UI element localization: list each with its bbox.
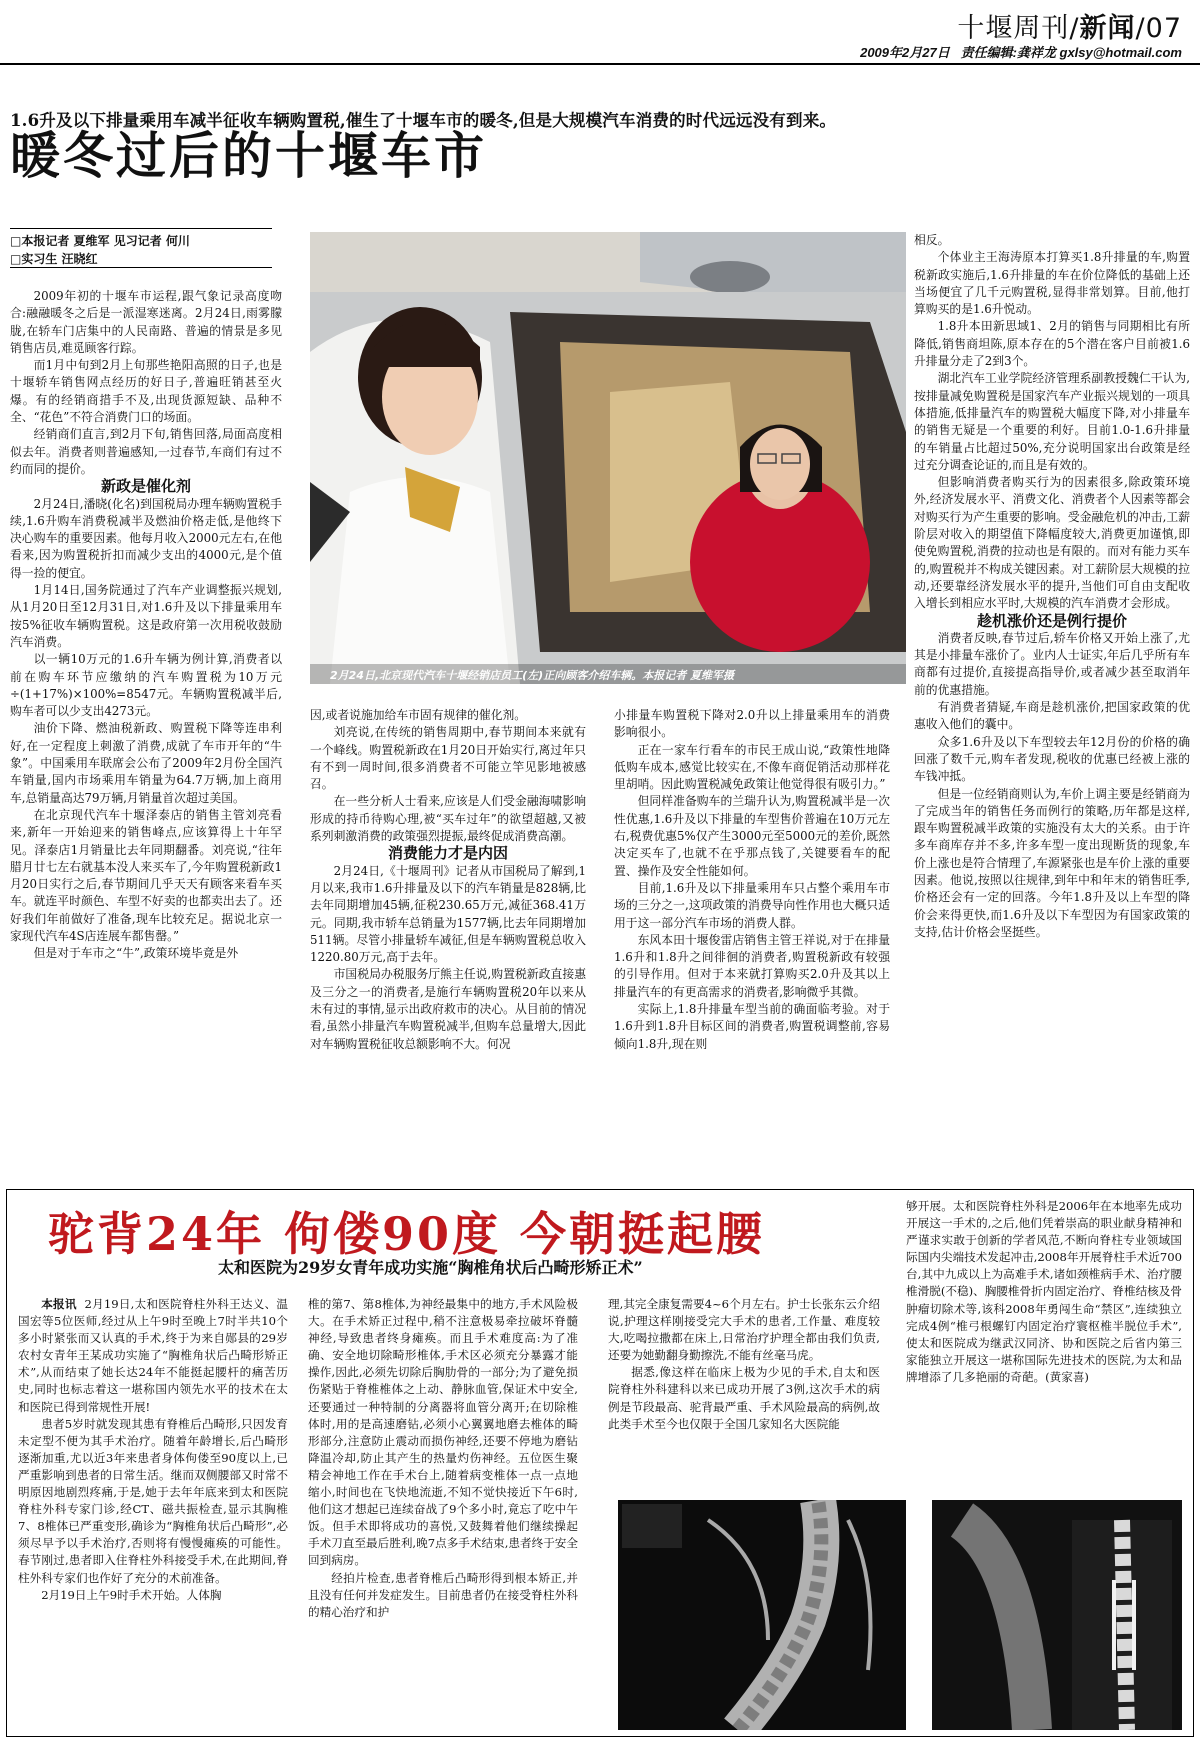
article2-column-2 [308, 1296, 578, 1621]
paragraph: 因,或者说施加给车市固有规律的催化剂。 [310, 708, 527, 722]
paragraph: 而1月中旬到2月上旬那些艳阳高照的日子,也是十堰轿车销售网点经历的好日子,普遍旺销甚至火爆。有的经销商措手不及,出现货源短缺、品种不全、“花色”不符合消费门口的场面。 [10, 358, 282, 425]
paragraph: 众多1.6升及以下车型较去年12月份的价格的确回涨了数千元,购车者发现,税收的优惠已经被上涨的车钱冲抵。 [914, 734, 1190, 784]
paragraph: 经销商们直言,到2月下旬,销售回落,局面高度相似去年。消费者则普遍感知,一过春节,车商们有过不约而同的提价。 [10, 427, 282, 476]
paragraph-text: 2月19日,太和医院脊柱外科王达义、温国宏等5位医师,经过从上午9时至晚上7时半共10个多小时紧张而又认真的手术,终于为来自郧县的29岁农村女青年王某成功实施了“胸椎角状后凸畸形矫正术”,从而结束了她长达24年不能挺起腰杆的痛苦历史,同时也标志着这一堪称国内领先水平的技术在太和医院已得到常规性开展! [18, 1297, 288, 1414]
paragraph: 湖北汽车工业学院经济管理系副教授魏仁干认为,按排量减免购置税是国家汽车产业振兴规划的一项具体措施,低排量汽车的购置税大幅度下降,对小排量车的销售无疑是一个重要的利好。目前1.0-1.6升排量的车销量占比超过50%,充分说明国家出台政策是经过充分调查论证的,而且是有效的。 [914, 371, 1190, 472]
article1-column-4 [914, 232, 1190, 941]
spine-xray-postop-image [932, 1500, 1182, 1730]
paragraph: 实际上,1.8升排量车型当前的确面临考验。对于1.6升到1.8升目标区间的消费者,购置税调整前,容易倾向1.8升,现在则 [614, 1002, 890, 1051]
article1-column-3 [614, 707, 890, 1053]
paragraph: 在北京现代汽车十堰泽泰店的销售主管刘亮看来,新年一开始迎来的销售峰点,应该算得上十年罕见。泽泰店1月销量比去年同期翻番。刘亮说,“往年腊月廿七左右就基本没人来买车了,今年购置税新政1月20日实行之后,春节期间几乎天天有顾客来看车买车。就连平时颜色、车型不好卖的也都卖出去了。还好我们年前做好了准备,现车比较充足。据说北京一家现代汽车4S店连展车都售罄。” [10, 807, 282, 943]
paragraph: 但是对于车市之“牛”,政策环境毕竟是外 [33, 946, 239, 961]
paragraph [18, 1296, 288, 1416]
article2-subheadline: 太和医院为29岁女青年成功实施“胸椎角状后凸畸形矫正术” [218, 1258, 643, 1277]
paragraph: 正在一家车行看车的市民王成山说,“政策性地降低购车成本,感觉比较实在,不像车商促销活动那样花里胡哨。因此购置税减免政策让他觉得很有吸引力。” [614, 742, 890, 792]
paragraph: 经拍片检查,患者脊椎后凸畸形得到根本矫正,并且没有任何并发症发生。目前患者仍在接受脊柱外科的精心治疗和护 [308, 1570, 578, 1619]
paragraph: 刘亮说,在传统的销售周期中,春节期间本来就有一个峰线。购置税新政在1月20日开始实行,离过年只有不到一周时间,很多消费者不可能立竿见影地被感召。 [310, 725, 586, 792]
byline-reporters: □本报记者 夏维军 见习记者 何川 [10, 234, 190, 248]
page-number: 07 [1145, 13, 1182, 44]
paragraph: 2月19日上午9时手术开始。人体胸 [41, 1587, 222, 1602]
photo-illustration [310, 232, 906, 684]
byline-top-rule [10, 228, 272, 229]
paragraph: 1月14日,国务院通过了汽车产业调整振兴规划,从1月20日至12月31日,对1.6升及以下排量乘用车按5%征收车辆购置税。这是政府第一次用税收鼓励汽车消费。 [10, 583, 282, 649]
header-rule [0, 63, 1200, 65]
section-name: 新闻 [1079, 13, 1136, 44]
paragraph: 椎的第7、第8椎体,为神经最集中的地方,手术风险极大。在手术矫正过程中,稍不注意极易牵拉破坏脊髓神经,导致患者终身瘫痪。而且手术难度高:为了准确、安全地切除畸形椎体,手术区必须充分暴露才能操作,因此,必须先切除后胸肋骨的一部分;为了避免损伤紧贴于脊椎椎体之上动、静脉血管,保证术中安全,还要通过一种特制的分离器将血管分离开;在切除椎体时,用的是高速磨钻,必须小心翼翼地磨去椎体的畸形部分,注意防止震动而损伤神经,还要不停地为磨钻降温冷却,防止其产生的热量灼伤神经。五位医生聚精会神地工作在手术台上,随着病变椎体一点一点地缩小,时间也在飞快地流逝,不知不觉快接近下午6时,他们这才想起已连续奋战了9个多小时,竟忘了吃中午饭。但手术即将成功的喜悦,又鼓舞着他们继续操起手术刀直至最后胜利,晚7点多手术结束,患者终于安全回到病房。 [308, 1297, 578, 1568]
paragraph: 小排量车购置税下降对2.0升以上排量乘用车的消费影响很小。 [614, 708, 890, 740]
paragraph: 据悉,像这样在临床上极为少见的手术,自太和医院脊柱外科建科以来已成功开展了3例,这次手术的病例是节段最高、驼背最严重、手术风险最高的病例,故此类手术至今也仅限于全国几家知名大医院能 [608, 1365, 880, 1431]
subheading: 新政是催化剂 [100, 477, 191, 496]
xray-before-illustration [618, 1500, 906, 1730]
article2-column-4 [906, 1198, 1182, 1386]
issue-date: 2009年2月27日 [860, 45, 950, 60]
paragraph: 消费者反映,春节过后,轿车价格又开始上涨了,尤其是小排量车涨价了。业内人士证实,年后几乎所有车商都有过提价,直接提高指导价,或者减少甚至取消年前的优惠措施。 [914, 630, 1190, 697]
article2-headline: 驼背24年 佝偻90度 今朝挺起腰 [48, 1207, 766, 1261]
byline-bottom-rule [10, 267, 272, 268]
xray-after-illustration [932, 1500, 1182, 1730]
paragraph: 东风本田十堰俊雷店销售主管王祥说,对于在排量1.6升和1.8升之间徘徊的消费者,购置税新政有较强的引导作用。但对于本来就打算购买2.0升及其以上排量汽车的有更高需求的消费者,影响微乎其微。 [614, 932, 890, 999]
article2-column-1 [18, 1296, 288, 1604]
paragraph: 但是一位经销商则认为,车价上调主要是经销商为了完成当年的销售任务而例行的策略,历年都是这样,跟车购置税减半政策的实施没有太大的关系。由于许多车商库存并不多,许多车型一度出现断货的现象,车价上涨也是符合情理了,车源紧张也是车价上涨的重要因素。他说,按照以往规律,到年中和年末的销售旺季,价格还会有一定的回落。今年1.8升及以上车型的降价会来得更快,而1.6升及以下车型因为有国家政策的支持,估计价格会坚挺些。 [914, 786, 1190, 939]
paragraph: 2月24日,潘晓(化名)到国税局办理车辆购置税手续,1.6升购车消费税减半及燃油价格走低,是他终下决心购车的重要因素。他每月收入2000元左右,在他看来,因为购置税折扣而减少支出的4000元,是个值得一捡的便宜。 [10, 496, 282, 580]
paragraph: 1.8升本田新思域1、2月的销售与同期相比有所降低,销售商坦陈,原本存在的5个潜在客户目前被1.6升排量分走了2到3个。 [914, 319, 1190, 369]
paragraph: 2月24日,《十堰周刊》记者从市国税局了解到,1月以来,我市1.6升排量及以下的汽车销量是828辆,比去年同期增加45辆,征税230.65万元,减征368.41万元。同期,我市轿车总销量为1577辆,比去年同期增加511辆。尽管小排量轿车减征,但是车辆购置税总收入1220.80万元,高于去年。 [310, 863, 586, 965]
subheading: 消费能力才是内因 [387, 844, 508, 863]
spine-xray-image [618, 1500, 906, 1730]
byline-intern: □实习生 汪晓红 [10, 252, 98, 266]
paragraph: 市国税局办税服务厅熊主任说,购置税新政直接惠及三分之一的消费者,是施行车辆购置税20年以来从未有过的事情,显示出政府救市的决心。从目前的情况看,虽然小排量汽车购置税减半,但购车总量增大,因此对车辆购置税征收总额影响不大。何况 [310, 967, 586, 1051]
paragraph: 油价下降、燃油税新政、购置税下降等连串利好,在一定程度上刺激了消费,成就了车市开年的“牛象”。中国乘用车联席会公布了2009年2月份全国汽车销量,国内市场乘用车销量为64.7万辆,加上商用车,总销量高达79万辆,月销量首次超过美国。 [10, 721, 282, 805]
article1-column-2 [310, 707, 586, 1053]
editor-credit: 责任编辑:龚祥龙 gxlsy@hotmail.com [960, 45, 1182, 60]
paragraph: 相反。 [914, 233, 950, 247]
paragraph: 以一辆10万元的1.6升车辆为例计算,消费者以前在购车环节应缴纳的汽车购置税为10万元÷(1+17%)×100%=8547元。车辆购置税减半后,购车者可以少支出4273元。 [10, 652, 282, 719]
article1-column-1 [10, 288, 282, 963]
header-meta [860, 42, 1182, 61]
paragraph: 理,其完全康复需要4~6个月左右。护士长张东云介绍说,护理这样刚接受完大手术的患者,工作量、难度较大,吃喝拉撒都在床上,日常治疗护理全都由我们负责,还要为她勤翻身勤擦洗,不能有丝毫马虎。 [608, 1297, 880, 1363]
paragraph: 2009年初的十堰车市运程,跟气象记录高度吻合:融融暖冬之后是一派湿寒迷离。2月24日,雨雾朦胧,在轿车门店集中的人民南路、普遍的情景是多见销售店员,难觅顾客行踪。 [10, 289, 282, 355]
masthead: 十堰周刊/新闻/07 [957, 13, 1182, 44]
car-dealership-photo [310, 232, 906, 684]
paragraph: 个体业主王海涛原本打算买1.8升排量的车,购置税新政实施后,1.6升排量的车在价位降低的基础上还当场便宜了几千元购置税,显得非常划算。目前,他打算购买的是1.6升悦动。 [914, 250, 1190, 317]
paragraph: 患者5岁时就发现其患有脊椎后凸畸形,只因发育未定型不便为其手术治疗。随着年龄增长,后凸畸形逐渐加重,尤以近3年来患者身体佝偻至90度以上,已严重影响到患者的日常生活。继而双侧腰部又时常不明原因地剧烈疼痛,于是,她于去年年底来到太和医院脊柱外科专家门诊,经CT、磁共振检查,显示其胸椎7、8椎体已严重变形,确诊为“胸椎角状后凸畸形”,必须尽早予以手术治疗,否则将有慢慢瘫痪的可能性。春节刚过,患者即入住脊柱外科接受手术,在此期间,脊柱外科专家们也作好了充分的术前准备。 [18, 1416, 288, 1585]
paragraph: 但影响消费者购买行为的因素很多,除政策环境外,经济发展水平、消费文化、消费者个人因素等都会对购买行为产生重要的影响。受金融危机的冲击,工薪阶层对收入的期望值下降幅度较大,消费更加谨慎,即使免购置税,消费的拉动也是有限的。而对有能力买车的,购置税并不构成关键因素。对工薪阶层大规模的拉动,还要靠经济发展水平的提升,当他们可自由支配收入增长到相应水平时,大规模的汽车消费才会形成。 [914, 475, 1190, 611]
paragraph: 目前,1.6升及以下排量乘用车只占整个乘用车市场的三分之一,这项政策的消费导向性作用也大概只适用于这一部分汽车市场的消费人群。 [614, 880, 890, 930]
paragraph: 够开展。太和医院脊柱外科是2006年在本地率先成功开展这一手术的,之后,他们凭着崇高的职业献身精神和严谨求实敢于创新的学者风范,不断向脊柱专业领域国际国内尖端技术发起冲击,2008年开展脊柱手术近700台,其中九成以上为高难手术,诸如颈椎病手术、治疗腰椎滑脱(不稳)、胸腰椎骨折内固定治疗、脊椎结核及骨肿瘤切除术等,该科2008年勇闯生命“禁区”,连续独立完成4例“椎弓根螺钉内固定治疗寰枢椎半脱位手术”,使太和医院成为继武汉同济、协和医院之后省内第三家能独立开展这一堪称国际先进技术的医院,为太和品牌增添了几多艳丽的奇葩。(黄家喜) [906, 1199, 1182, 1384]
paragraph: 在一些分析人士看来,应该是人们受金融海啸影响形成的持币待购心理,被“买车过年”的欲望超越,又被系列刺激消费的政策强烈提振,最终促成消费高潮。 [310, 794, 586, 844]
paragraph: 有消费者猜疑,车商是趁机涨价,把国家政策的优惠收入他们的囊中。 [914, 700, 1190, 732]
photo-caption: 2月24日,北京现代汽车十堰经销店员工(左)正向顾客介绍车辆。本报记者 夏维军摄 [310, 664, 906, 684]
article-headline: 暖冬过后的十堰车市 [10, 126, 487, 185]
article2-column-3 [608, 1296, 880, 1433]
news-lead-label: 本报讯 [41, 1297, 77, 1311]
article-deck: 1.6升及以下排量乘用车减半征收车辆购置税,催生了十堰车市的暖冬,但是大规模汽车消费的时代远远没有到来。 [10, 111, 837, 130]
paper-name: 十堰周刊 [957, 13, 1070, 44]
paragraph: 但同样准备购车的兰瑞升认为,购置税减半是一次性优惠,1.6升及以下排量的车型售价普遍在10万元左右,税费优惠5%仅产生3000元至5000元的差价,既然决定买车了,也就不在乎那点钱了,关键要看车的配置、操作及安全性能如何。 [614, 794, 890, 878]
subheading: 趁机涨价还是例行提价 [976, 611, 1127, 630]
